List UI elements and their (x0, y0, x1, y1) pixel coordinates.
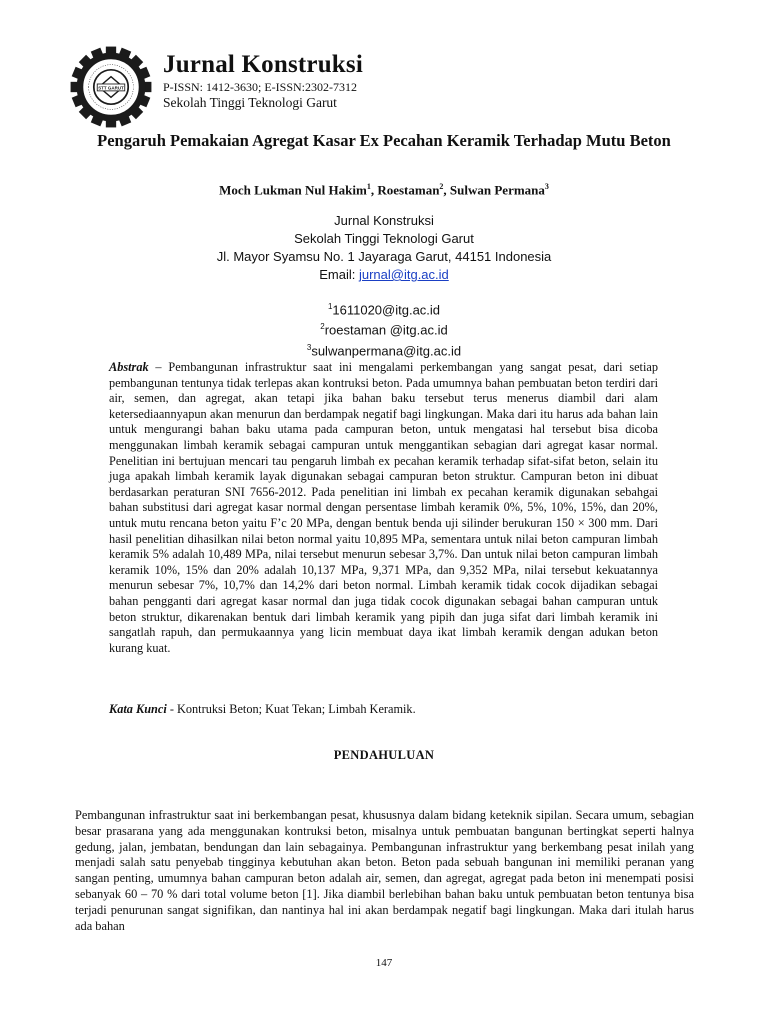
author-email (200, 298, 568, 318)
journal-email-link[interactable]: jurnal@itg.ac.id (358, 267, 449, 282)
keywords (109, 702, 658, 718)
abstract-text: Pembangunan infrastruktur saat ini mengalami perkembangan yang sangat pesat, dari setiap pembangunan tentunya tidak terlepas akan kontruksi beton. Pada umumnya bahan pembuatan beton terdiri dari air, semen, dan agregat, akan tetapi jika bahan baku tersebut terus menerus diambil dari alam ketersediaannyapun akan menurun dan berdampak negatif bagi lingkungan. Maka dari itu harus ada bahan lain untuk mengurangi bahan baku utama pada campuran beton, untuk mengatasi hal tersebut bisa dicoba menggunakan limbah keramik sebagai campuran untuk menggantikan sebagian dari agregat kasar normal. Penelitian ini bertujuan mencari tau pengaruh limbah ex pecahan keramik terhadap sifat-sifat beton, selain itu juga apakah limbah keramik layak digunakan sebagai campuran beton struktur. Campuran beton ini dibuat berdasarkan peraturan SNI 7656-2012. Pada penelitian ini limbah ex pecahan keramik digunakan sebahgai bahan substitusi dari agregat kasar normal dengan persentase limbah keramik 0%, 5%, 10%, 15%, dan 20%, untuk mutu rencana beton yaitu F’c 20 MPa, dengan bentuk benda uji silinder berukuran 150 × 300 mm. Dari hasil penelitian dihasilkan nilai beton normal yaitu 10,895 MPa, sementara untuk nilai beton campuran limbah keramik 5% adalah 10,489 MPa, nilai tersebut menurun sebesar 3,7%. Dan untuk nilai beton campuran limbah keramik 10%, 15% dan 20% adalah 10,137 MPa, 9,371 MPa, dan 9,352 MPa, nilai tersebut kekuatannya menurun sebesar 7%, 10,7% dan 14,2% dari beton normal. Limbah keramik tidak cocok dijadikan sebagai bahan pengganti dari agregat kasar normal dan juga tidak cocok digunakan sebagai bahan campuran untuk beton struktur, dikarenakan bentuk dari limbah keramik yang pipih dan juga sifat dari limbah keramik ini sangatlah rapuh, dan permukaannya yang licin membuat daya ikat limbah keramik dengan adukan beton kurang kuat. (109, 360, 659, 655)
author-separator: , (443, 182, 450, 198)
journal-logo (68, 44, 154, 130)
abstract-separator: – (148, 360, 169, 374)
author-name: Roestaman (377, 182, 440, 198)
affiliation-address: Jl. Mayor Syamsu No. 1 Jayaraga Garut, 44151 Indonesia (216, 249, 552, 264)
author-emails (200, 298, 568, 359)
author-sup: 3 (544, 182, 549, 191)
author-separator: , (370, 182, 378, 198)
abstract (109, 360, 658, 656)
email-sup: 1 (327, 302, 333, 311)
abstract-label: Abstrak (109, 360, 149, 374)
affiliation-email-line (150, 266, 618, 284)
section-heading: PENDAHULUAN (333, 748, 435, 762)
affiliation-block (150, 212, 618, 284)
body-paragraph: Pembangunan infrastruktur saat ini berkembangan pesat, khususnya dalam bidang keteknik sipilan. Secara umum, sebagian besar prasarana yang ada menggunakan kontruksi beton, misalnya untuk pembuatan bangunan bertingkat seperti halnya gedung, jalan, jembatan, bendungan dan lain sebagainya. Pembangunan infrastruktur yang berkembang pesat inilah yang menjadi salah satu penyebab tingginya kebutuhan akan beton. Beton pada sebuah bangunan ini memiliki peranan yang sangan penting, umumnya bahan campuran beton adalah air, semen, dan agregat, agregat pada beton ini menempati posisi sebanyak 60 – 70 % dari total volume beton [1]. Jika diambil berlebihan bahan baku untuk pembuatan beton tentunya bisa terjadi penurunan sangat signifikan, dan nantinya hal ini akan berdampak negatif bagi lingkungan. Maka dari itulah harus ada bahan (75, 808, 694, 933)
journal-school: Sekolah Tinggi Teknologi Garut (163, 95, 337, 110)
author-sup: 2 (439, 182, 444, 191)
author-email (200, 318, 568, 338)
journal-header (163, 52, 363, 111)
affiliation-line: Sekolah Tinggi Teknologi Garut (294, 231, 474, 246)
email-label: Email: (319, 267, 359, 282)
author-sup: 1 (366, 182, 371, 191)
keywords-label: Kata Kunci (109, 702, 167, 716)
author-email (200, 339, 568, 359)
email-address: sulwanpermana@itg.ac.id (311, 342, 462, 358)
logo-label: STT GARUT (98, 85, 124, 91)
keywords-separator: - (166, 702, 177, 716)
journal-issn: P-ISSN: 1412-3630; E-ISSN:2302-7312 (163, 80, 358, 94)
keywords-text: Kontruksi Beton; Kuat Tekan; Limbah Keramik. (177, 702, 416, 716)
author-name: Moch Lukman Nul Hakim (219, 182, 367, 198)
email-address: roestaman @itg.ac.id (324, 322, 448, 338)
author-list (90, 182, 678, 198)
journal-name: Jurnal Konstruksi (163, 51, 363, 78)
affiliation-line: Jurnal Konstruksi (334, 213, 434, 228)
email-sup: 3 (306, 342, 312, 352)
page-number: 147 (375, 957, 393, 969)
email-sup: 2 (320, 322, 325, 332)
email-address: 1611020@itg.ac.id (332, 302, 441, 318)
paper-title: Pengaruh Pemakaian Agregat Kasar Ex Pecahan Keramik Terhadap Mutu Beton (97, 131, 671, 150)
author-name: Sulwan Permana (449, 182, 545, 198)
